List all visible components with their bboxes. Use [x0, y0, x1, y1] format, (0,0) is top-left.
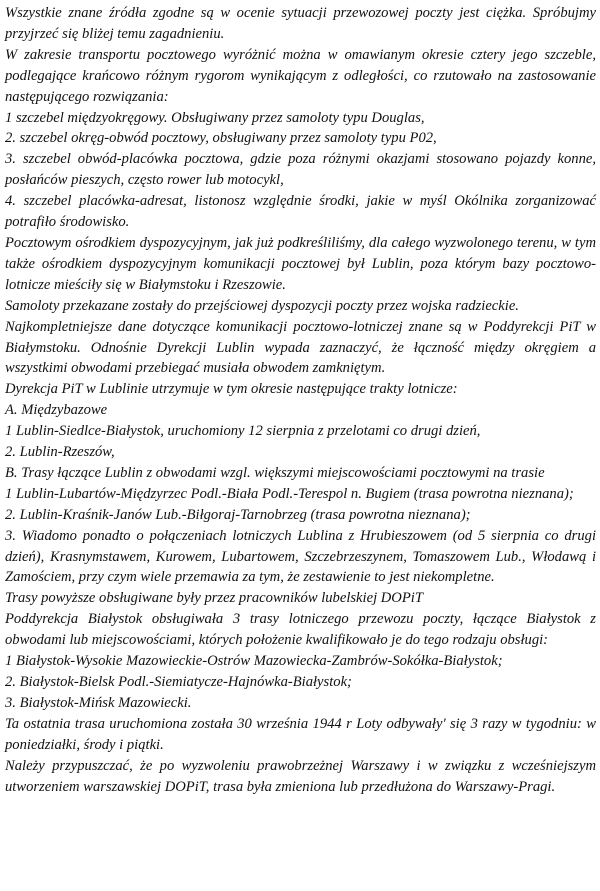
route-bialystok-3: 3. Białystok-Mińsk Mazowiecki.	[5, 694, 192, 711]
paragraph-lublin-center: Pocztowym ośrodkiem dyspozycyjnym, jak już podkreśliliśmy, dla całego wyzwolonego terenu, w tym także ośrodkiem dyspozycyjnym komunikacji pocztowej był Lublin, poza którym bazy pocztowo-lotnicze mieściły się w Białymstoku i Rzeszowie.	[5, 234, 596, 293]
route-a-2: 2. Lublin-Rzeszów,	[5, 444, 115, 461]
route-b-3: 3. Wiadomo ponadto o połączeniach lotniczych Lublina z Hrubieszowem (od 5 sierpnia co drugi dzień), Krasnymstawem, Kurowem, Lubartowem, Szczebrzeszynem, Tomaszowem Lub., Włodawą i Zamościem, przy czym wiele przemawia za tym, że zestawienie to jest niekompletne.	[5, 527, 596, 586]
paragraph-dopit-staff: Trasy powyższe obsługiwane były przez pracowników lubelskiej DOPiT	[5, 590, 423, 607]
list-item-level-1: 1 szczebel międzyokręgowy. Obsługiwany przez samoloty typu Douglas,	[5, 109, 425, 126]
list-item-level-2: 2. szczebel okręg-obwód pocztowy, obsługiwany przez samoloty typu P02,	[5, 130, 437, 147]
paragraph-warsaw-extension: Należy przypuszczać, że po wyzwoleniu prawobrzeżnej Warszawy i w związku z wcześniejszym utworzeniem warszawskiej DOPiT, trasa była zmieniona lub przedłużona do Warszawy-Pragi.	[5, 757, 596, 795]
paragraph-flight-schedule: Ta ostatnia trasa uruchomiona została 30 września 1944 r Loty odbywały' się 3 razy w tygodniu: w poniedziałki, środy i piątki.	[5, 715, 596, 753]
route-bialystok-2: 2. Białystok-Bielsk Podl.-Siemiatycze-Hajnówka-Białystok;	[5, 674, 352, 690]
route-a-1: 1 Lublin-Siedlce-Białystok, uruchomiony 12 sierpnia z przelotami co drugi dzień,	[5, 423, 481, 440]
paragraph-bialystok-routes-intro: Poddyrekcja Białystok obsługiwała 3 trasy lotniczego przewozu poczty, łączące Białystok z obwodami lub miejscowościami, których położenie kwalifikowało je do tego rodzaju obsługi:	[5, 611, 596, 649]
paragraph-bialystok-data: Najkompletniejsze dane dotyczące komunikacji pocztowo-lotniczej znane są w Poddyrekcji PiT w Białymstoku. Odnośnie Dyrekcji Lublin wypada zaznaczyć, że łączność między okręgiem a wszystkimi obwodami przebiegać musiała obwodem zamkniętym.	[5, 318, 596, 377]
paragraph-intro: Wszystkie znane źródła zgodne są w ocenie sytuacji przewozowej poczty jest ciężka. Spróbujmy przyjrzeć się bliżej temu zagadnieniu.	[5, 5, 596, 42]
list-item-level-3: 3. szczebel obwód-placówka pocztowa, gdzie poza różnymi okazjami stosowano pojazdy konne, posłańców pieszych, często rower lub motocykl,	[5, 151, 596, 189]
paragraph-aircraft: Samoloty przekazane zostały do przejściowej dyspozycji poczty przez wojska radzieckie.	[5, 297, 519, 314]
route-bialystok-1: 1 Białystok-Wysokie Mazowieckie-Ostrów Mazowiecka-Zambrów-Sokółka-Białystok;	[5, 653, 503, 670]
list-item-level-4: 4. szczebel placówka-adresat, listonosz względnie środki, jakie w myśl Okólnika zorganizować potrafiło środowisko.	[5, 193, 596, 231]
paragraph-transport-levels: W zakresie transportu pocztowego wyróżnić można w omawianym okresie cztery jego szczeble, podlegające krańcowo różnym rygorom wynikającym z odległości, co rzutowało na zastosowanie następującego rozwiązania:	[5, 46, 596, 105]
route-b-1: 1 Lublin-Lubartów-Międzyrzec Podl.-Biała Podl.-Terespol n. Bugiem (trasa powrotna nieznana);	[5, 485, 574, 502]
paragraph-lublin-routes-intro: Dyrekcja PiT w Lublinie utrzymuje w tym okresie następujące trakty lotnicze:	[5, 381, 458, 398]
section-heading-a: A. Międzybazowe	[5, 402, 108, 419]
route-b-2: 2. Lublin-Kraśnik-Janów Lub.-Biłgoraj-Tarnobrzeg (trasa powrotna nieznana);	[5, 506, 471, 523]
section-heading-b: B. Trasy łączące Lublin z obwodami wzgl. większymi miejscowościami pocztowymi na trasie	[5, 464, 545, 481]
